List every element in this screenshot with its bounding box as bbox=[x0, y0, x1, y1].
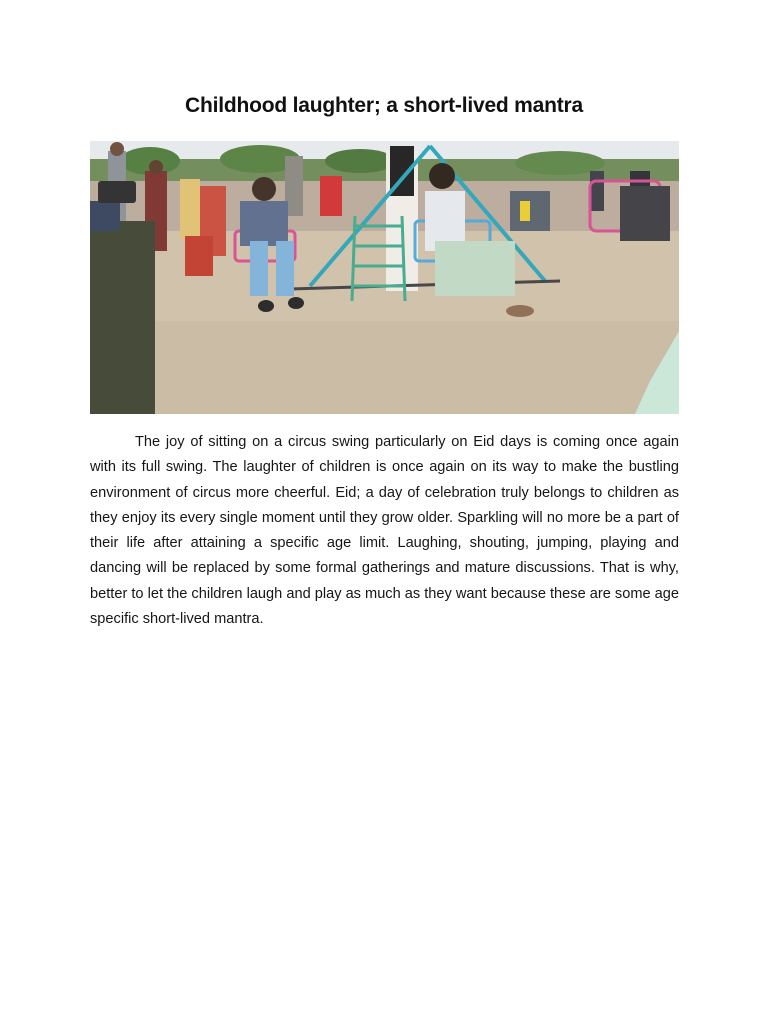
body-paragraph: The joy of sitting on a circus swing particularly on Eid days is coming once again with its full swing. The laughter of children is once again on its way to make the bustling environment of circus more cheerful. Eid; a day of celebration truly belongs to children as they enjoy its every single moment until they grow older. Sparkling will no more be a part of their life after attaining a specific age limit. Laughing, shouting, jumping, playing and dancing will be replaced by some formal gatherings and mature discussions. That is why, better to let the children laugh and play as much as they want because these are some age specific short-lived mantra. bbox=[90, 434, 679, 628]
page-title: Childhood laughter; a short-lived mantra bbox=[184, 94, 584, 117]
swing-photo bbox=[90, 141, 679, 414]
